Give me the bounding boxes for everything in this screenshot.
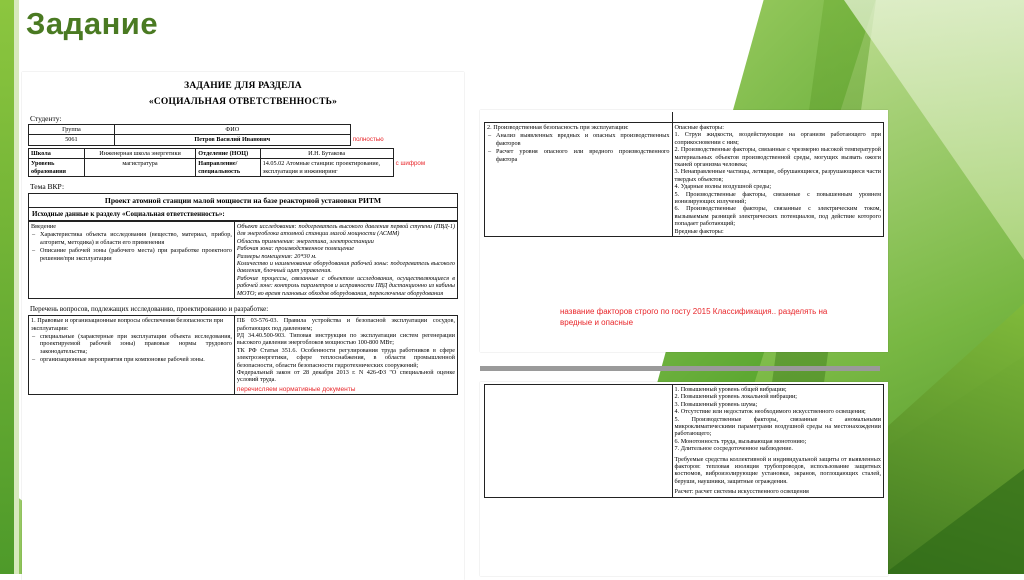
list-item: 2. Повышенный уровень локальной вибрации; xyxy=(674,393,798,401)
dangerous-factors-header: Опасные факторы: xyxy=(674,124,724,131)
table-row xyxy=(29,135,458,145)
section1-items xyxy=(31,333,232,364)
info-r2c1: Уровень образования xyxy=(29,159,85,177)
list-item: 6. Производственные факторы, связанные с электрическим током, вызываемым разницей электрических потенциалов, под действие которого попадает работающий; xyxy=(674,205,882,228)
student-table-col2-header: ФИО xyxy=(114,125,350,135)
empty-cell xyxy=(485,385,673,498)
list-item: Область применения: энергетика, электростанции xyxy=(236,237,374,245)
calc-block xyxy=(675,488,881,495)
table-row xyxy=(485,385,884,498)
info-annotation: с шифром xyxy=(395,159,426,167)
calc-label: Расчет: xyxy=(674,488,694,496)
info-r1c4: И.Н. Бутакова xyxy=(260,148,393,158)
table-row xyxy=(29,316,458,395)
list-item: – Описание рабочей зоны (рабочего места) при разработке проектного решения/при эксплуатации xyxy=(40,247,232,262)
info-r2c2: магистратура xyxy=(84,159,196,177)
ppe-header: Требуемые средства коллективной и индивидуальной защиты от выявленных факторов: xyxy=(674,455,881,471)
ppe-block xyxy=(675,456,881,486)
list-item: Федеральный закон от 28 декабря 2013 г. N 426-ФЗ "О специальной оценке условий труда. xyxy=(236,368,455,384)
section2-table xyxy=(484,112,884,237)
theme-label: Тема ВКР: xyxy=(30,182,65,192)
section2-cell xyxy=(485,123,673,237)
info-r2c3: Направление/ специальность xyxy=(196,159,260,177)
list-item: Количество и наименование оборудования рабочей зоны: подогреватель высокого давления, блочный щит управления. xyxy=(236,260,455,275)
section2-items xyxy=(487,132,670,163)
document-page-left xyxy=(22,72,464,580)
table-row xyxy=(29,148,458,158)
list-item: 7. Длительное сосредоточенное наблюдение. xyxy=(674,445,793,453)
student-table-col1-header: Группа xyxy=(29,125,115,135)
section2-right-cell xyxy=(672,123,883,237)
document-page-right-bottom xyxy=(480,382,888,576)
info-r1c1: Школа xyxy=(29,148,85,158)
page-title: Задание xyxy=(26,6,159,41)
list-item: ПБ 03-576-03. Правила устройства и безопасной эксплуатации сосудов, работающих под давлением; xyxy=(236,317,455,332)
table-row xyxy=(29,159,458,177)
intro-label: Введение xyxy=(31,223,56,231)
list-item: – организационные мероприятия при компоновке рабочей зоны. xyxy=(40,356,232,363)
list-item: 2. Производственные факторы, связанные с чрезмерно высокой температурой материальных объектов производственной среды, могущих вызвать ожоги тканей организма человека; xyxy=(674,146,881,169)
left-accent-strip-light xyxy=(14,0,19,574)
table-row xyxy=(485,112,884,123)
section1-right-cell xyxy=(234,316,457,395)
section1-note: перечисляем нормативные документы xyxy=(236,385,356,393)
list-item: 5. Производственные факторы, связанные с повышенным уровнем ионизирующих излучений; xyxy=(674,190,881,206)
info-r1c2: Инженерная школа энергетики xyxy=(84,148,196,158)
theme-value: Проект атомной станции малой мощности на базе реакторной установки РИТМ xyxy=(28,193,458,208)
list-item: 6. Монотонность труда, вызывающая монотонию; xyxy=(674,437,807,445)
list-item: – Расчет уровня опасного или вредного производственного фактора xyxy=(496,148,670,163)
student-fio-value: Петров Василий Иванович xyxy=(114,135,350,145)
list-item: 3. Повышенный уровень шума; xyxy=(674,400,758,408)
list-item: – Характеристика объекта исследования (вещество, материал, прибор, алгоритм, методика) и области его применения xyxy=(40,231,232,246)
intro-cell xyxy=(29,222,235,299)
page-separator xyxy=(480,366,880,371)
table-row xyxy=(29,222,458,299)
list-item: – специальные (характерные при эксплуатации объекта исследования, проектируемой рабочей зоны) правовые нормы трудового законодательства; xyxy=(40,333,232,355)
factors-continued-table xyxy=(484,384,884,498)
list-item: Размеры помещения: 20*30 м. xyxy=(236,252,317,260)
list-item: Рабочие процессы, связанные с объектом исследования, осуществляющиеся в рабочей зоне: контроль параметров и исправности ПВД дистанционно из кабины МОТО; во время плановых обходов оборудования, переключение оборудования xyxy=(236,274,455,297)
list-item: 5. Производственные факторы, связанные с аномальными микроклиматическими параметрами воздушной среды на местонахождении работающего; xyxy=(674,415,881,438)
list-item: 1. Повышенный уровень общей вибрации; xyxy=(674,386,787,393)
factors-continued-cell xyxy=(672,385,883,498)
list-item: Объект исследования: подогреватель высокого давления первой ступени (ПВД-1) для энергоблока атомной станции малой мощности (АСММ) xyxy=(236,223,455,238)
initial-data-header: Исходные данные к разделу «Социальная ответственность»: xyxy=(28,208,458,221)
section1-title: 1. Правовые и организационные вопросы обеспечения безопасности при эксплуатации: xyxy=(31,317,224,332)
list-item: – Анализ выявленных вредных и опасных производственных факторов xyxy=(496,132,670,147)
list-item: 4. Отсутствие или недостаток необходимого искусственного освещения; xyxy=(674,408,866,416)
student-table xyxy=(28,124,458,146)
intro-items xyxy=(31,231,232,262)
info-r1c3: Отделение (НОЦ) xyxy=(196,148,260,158)
table-row xyxy=(485,123,884,237)
ppe-text: тепловая изоляция трубопроводов, использование защитных костюмов, виброизолирующие установки, экранов, поглощающих сталей, беруши, наушники, защитные ограждения. xyxy=(674,463,881,485)
list-item: 1. Струи жидкости, воздействующие на организм работающего при соприкосновении с ним; xyxy=(674,131,881,146)
list-item: 3. Ненаправленные частицы, летящие, обрушающиеся, разрушающиеся части твердых объектов; xyxy=(674,168,881,183)
document-heading-line1: ЗАДАНИЕ ДЛЯ РАЗДЕЛА xyxy=(184,81,302,91)
calc-text: расчет системы искусственного освещения xyxy=(695,488,809,496)
student-label: Студенту: xyxy=(30,114,62,123)
initial-data-right-cell xyxy=(234,222,457,299)
questions-header: Перечень вопросов, подлежащих исследованию, проектированию и разработке: xyxy=(30,305,269,314)
left-accent-strip xyxy=(0,0,14,574)
document-heading-line2: «СОЦИАЛЬНАЯ ОТВЕТСТВЕННОСТЬ» xyxy=(148,97,338,107)
student-annotation: полностью xyxy=(352,135,384,143)
questions-table xyxy=(28,315,458,395)
section1-cell xyxy=(29,316,235,395)
list-item: 4. Ударные волны воздушной среды; xyxy=(674,183,772,191)
info-r2c4: 14.05.02 Атомные станции: проектирование, эксплуатация и инжиниринг xyxy=(260,159,393,177)
table-row xyxy=(29,125,458,135)
factors-annotation-note: название факторов строго по госту 2015 Классификация.. разделять на вредные и опасные xyxy=(560,307,828,327)
initial-data-table xyxy=(28,221,458,299)
student-group-value: 5061 xyxy=(29,135,115,145)
list-item: Рабочая зона: производственное помещение xyxy=(236,245,355,253)
harmful-factors-header: Вредные факторы: xyxy=(674,227,724,235)
info-table xyxy=(28,148,458,177)
list-item: РД 34.40.500-903. Типовая инструкция по эксплуатации систем регенерации высокого давления энергоблоков мощностью 100-800 МВт; xyxy=(236,331,455,347)
section2-title: 2. Производственная безопасность при эксплуатации: xyxy=(487,124,629,131)
list-item: ТК РФ Статья 351.6. Особенности регулирования труда работников в сфере электроэнергетики, сфере теплоснабжения, в области промышленной безопасности, области безопасности гидротехнических сооружений; xyxy=(236,346,455,369)
